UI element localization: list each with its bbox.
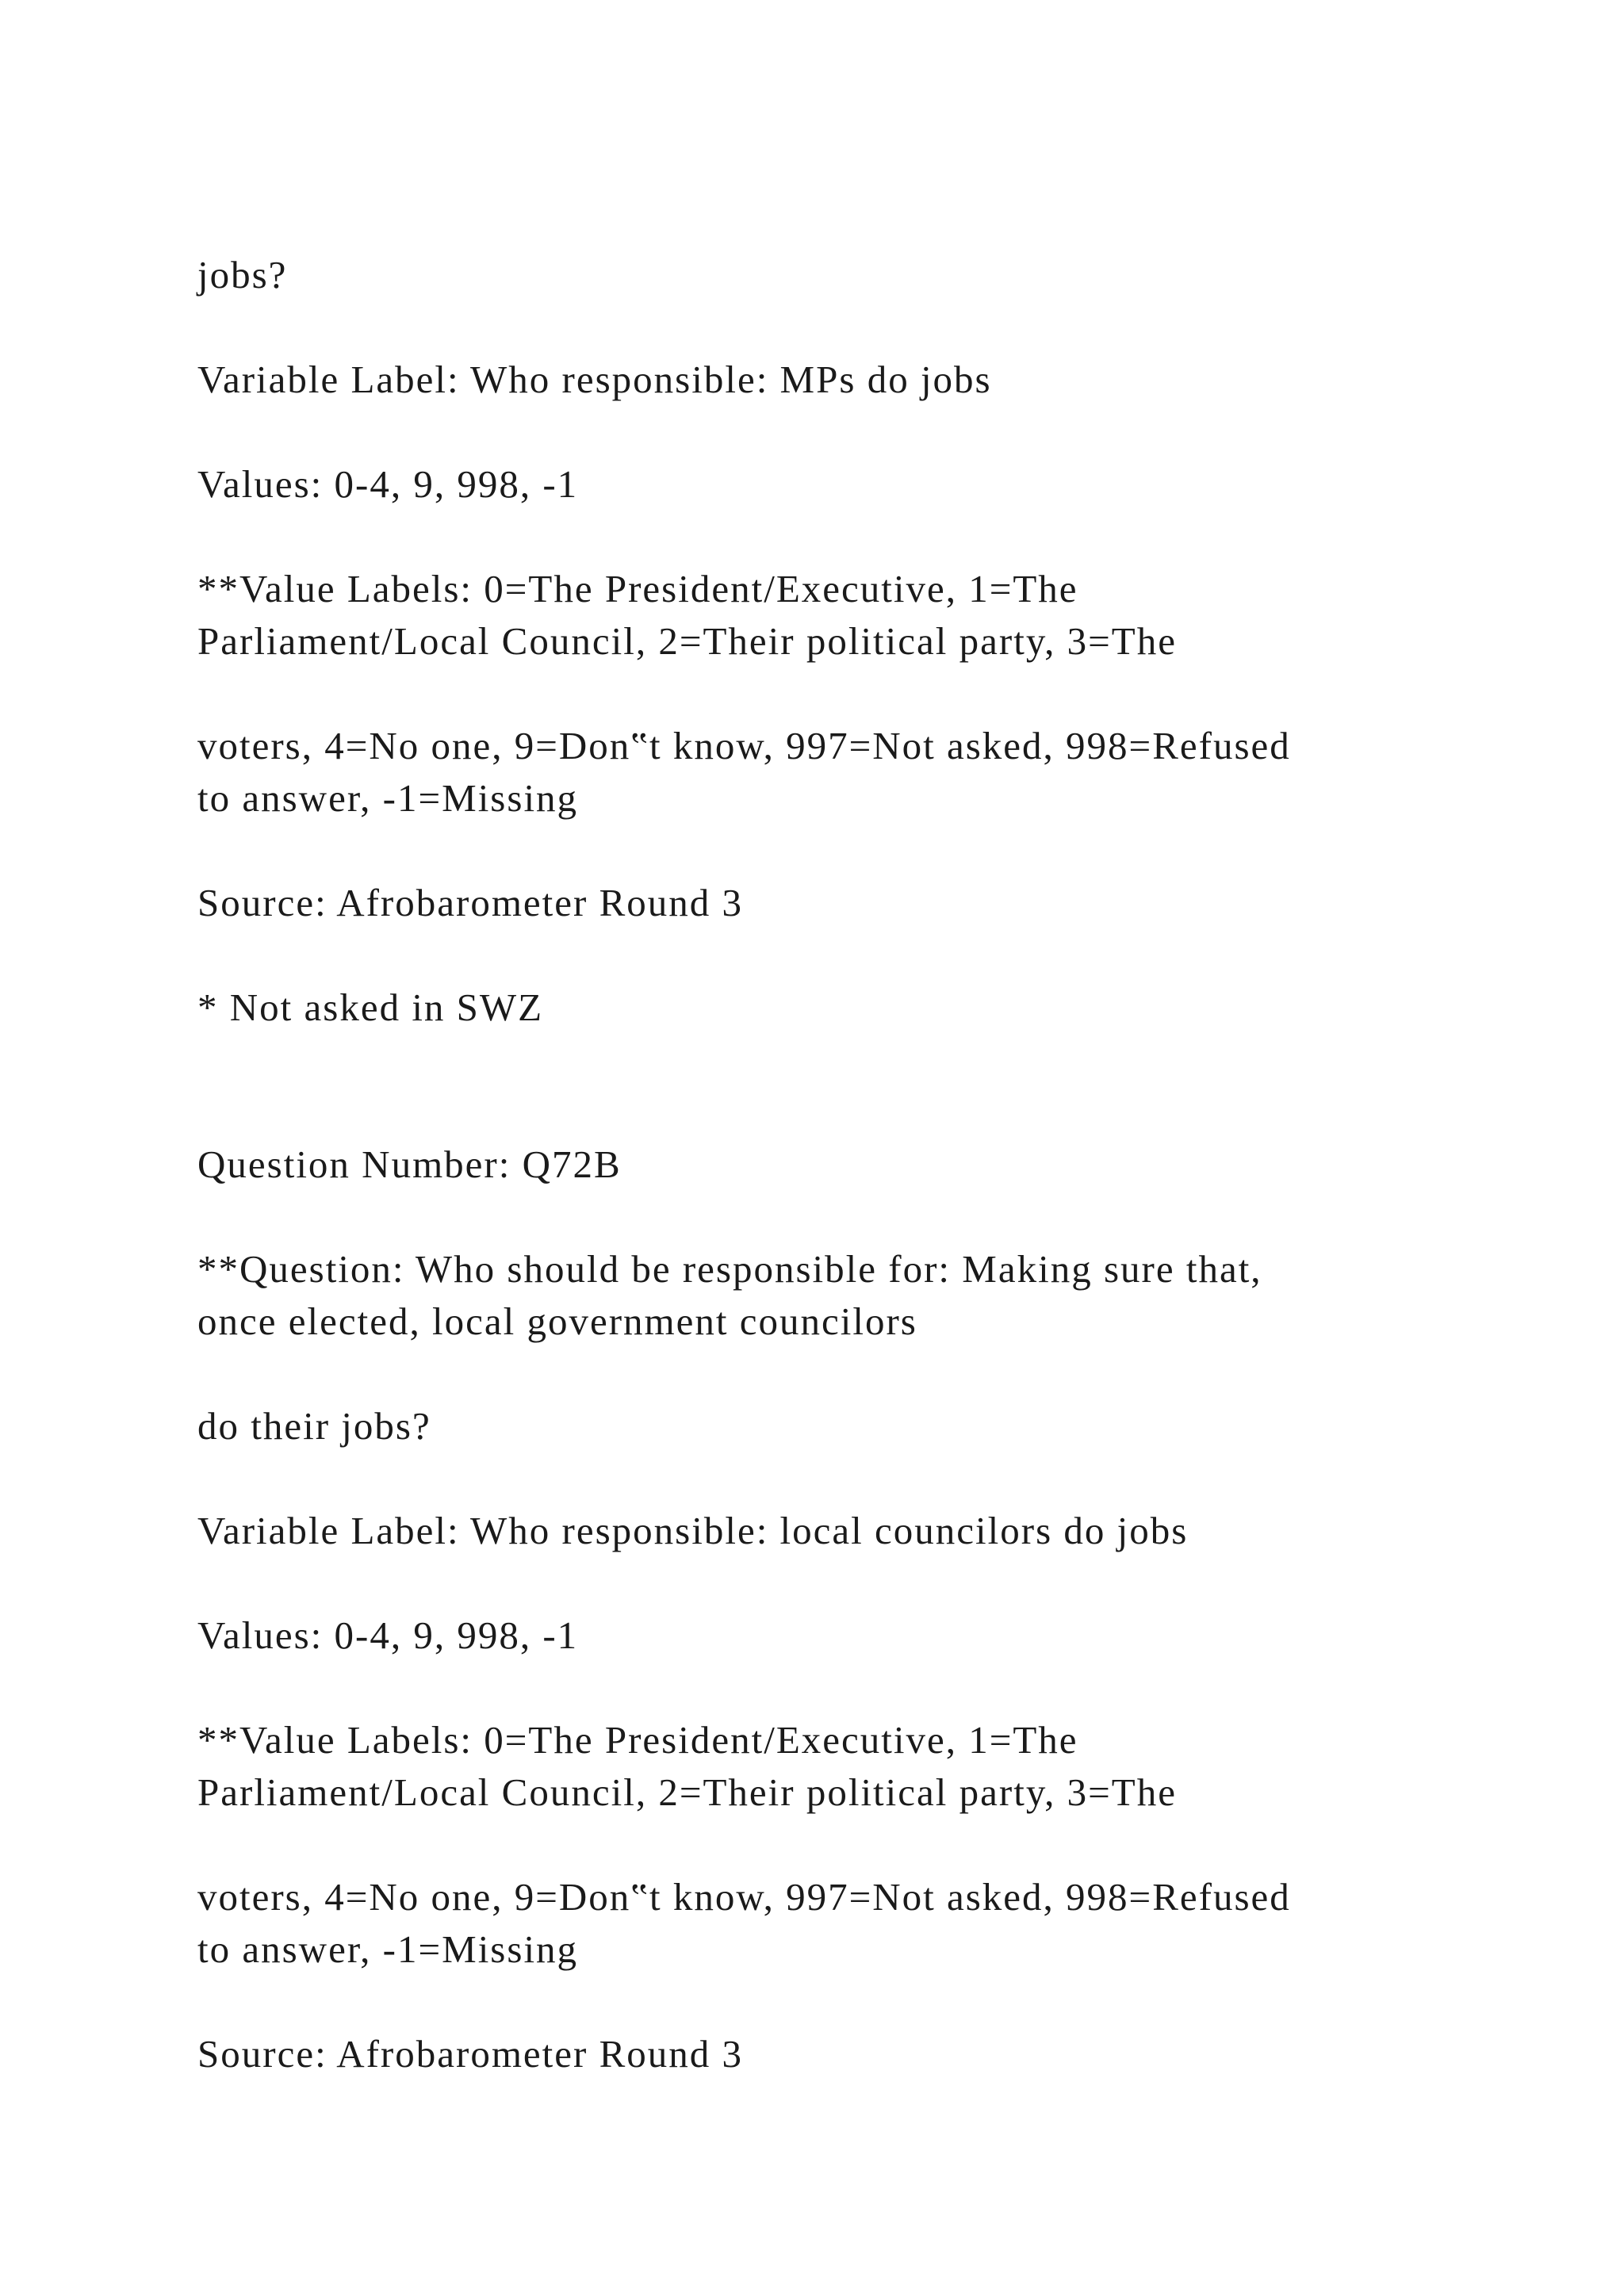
value-labels-line: **Value Labels: 0=The President/Executive, 1=The [197,1718,1078,1762]
value-labels-line: **Value Labels: 0=The President/Executive, 1=The [197,567,1078,610]
question-number: Question Number: Q72B [197,1142,622,1186]
variable-label: Variable Label: Who responsible: MPs do jobs [197,358,992,401]
value-labels-line: Parliament/Local Council, 2=Their political party, 3=The [197,1770,1177,1814]
value-labels-line: voters, 4=No one, 9=Don‟t know, 997=Not asked, 998=Refused [197,1875,1291,1919]
text-line: jobs? [197,253,288,297]
question-text: do their jobs? [197,1404,431,1448]
values-line: Values: 0-4, 9, 998, -1 [197,1613,579,1657]
question-text: once elected, local government councilors [197,1299,917,1343]
value-labels-line: Parliament/Local Council, 2=Their political party, 3=The [197,619,1177,663]
value-labels-line: to answer, -1=Missing [197,776,579,820]
source-line: Source: Afrobarometer Round 3 [197,2032,744,2076]
values-line: Values: 0-4, 9, 998, -1 [197,462,579,506]
variable-label: Variable Label: Who responsible: local councilors do jobs [197,1509,1189,1552]
note-line: * Not asked in SWZ [197,985,544,1029]
value-labels-line: voters, 4=No one, 9=Don‟t know, 997=Not asked, 998=Refused [197,724,1291,767]
question-text: **Question: Who should be responsible for: Making sure that, [197,1247,1262,1291]
source-line: Source: Afrobarometer Round 3 [197,881,744,924]
value-labels-line: to answer, -1=Missing [197,1927,579,1971]
